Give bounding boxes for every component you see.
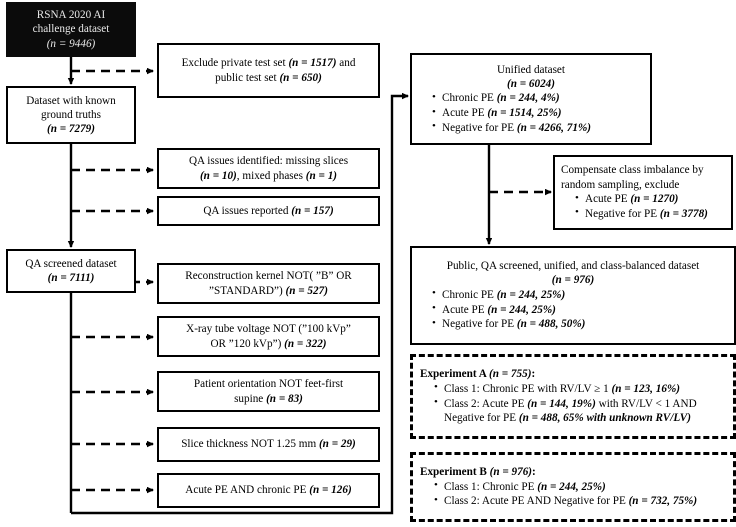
orientation-line-2: supine (n = 83)	[234, 392, 303, 405]
balanced-item-list	[418, 287, 728, 332]
box-dataset-known-ground-truths	[6, 86, 136, 144]
box-xray-tube-voltage	[157, 316, 380, 357]
experiment-b-title: Experiment B (n = 976):	[420, 465, 536, 478]
list-item: • Chronic PE (n = 244, 25%)	[432, 288, 728, 302]
unified-item-list	[418, 91, 644, 136]
box-qa-screened-dataset	[6, 249, 136, 293]
box-slice-thickness	[157, 427, 380, 462]
acutechronic-line-1: Acute PE AND chronic PE (n = 126)	[185, 484, 352, 497]
list-item: • Acute PE (n = 1270)	[575, 192, 725, 206]
box-unified-dataset	[410, 53, 652, 145]
compensate-line-2: random sampling, exclude	[561, 178, 680, 191]
balanced-header-2: (n = 976)	[551, 274, 595, 287]
box-qa-issues-reported	[157, 196, 380, 226]
list-item: • Chronic PE (n = 244, 4%)	[432, 91, 644, 105]
box-reconstruction-kernel	[157, 263, 380, 304]
experiment-a-item-list	[420, 381, 726, 426]
slice-line-1: Slice thickness NOT 1.25 mm (n = 29)	[181, 438, 356, 451]
compensate-line-1: Compensate class imbalance by	[561, 164, 704, 177]
unified-header-2: (n = 6024)	[506, 77, 556, 90]
known-line-2: ground truths	[41, 108, 101, 121]
list-item: • Negative for PE (n = 4266, 71%)	[432, 121, 644, 135]
exclude-line-1: Exclude private test set (n = 1517) and	[181, 57, 356, 70]
exclude-line-2: public test set (n = 650)	[215, 71, 322, 84]
known-line-1: Dataset with known	[26, 94, 116, 107]
rsna-line-1: RSNA 2020 AI	[36, 9, 106, 22]
list-item: • Negative for PE (n = 3778)	[575, 207, 725, 221]
compensate-item-list	[561, 192, 725, 222]
experiment-a-title: Experiment A (n = 755):	[420, 368, 536, 381]
unified-header-1: Unified dataset	[496, 63, 566, 76]
list-item: • Class 2: Acute PE AND Negative for PE (n = 732, 75%)	[434, 494, 726, 508]
qascreened-line-1: QA screened dataset	[25, 257, 117, 270]
list-item: • Acute PE (n = 1514, 25%)	[432, 106, 644, 120]
list-item: • Class 1: Chronic PE (n = 244, 25%)	[434, 480, 726, 494]
recon-line-2: ”STANDARD”) (n = 527)	[209, 284, 328, 297]
xray-line-1: X-ray tube voltage NOT (”100 kVp”	[186, 323, 351, 336]
known-line-3: (n = 7279)	[46, 123, 96, 136]
qascreened-line-2: (n = 7111)	[47, 272, 95, 284]
balanced-header-1: Public, QA screened, unified, and class-balanced dataset	[446, 260, 700, 273]
experiment-b-item-list	[420, 479, 726, 509]
recon-line-1: Reconstruction kernel NOT( ”B” OR	[185, 270, 352, 283]
box-patient-orientation	[157, 371, 380, 412]
box-rsna-challenge-dataset	[6, 2, 136, 57]
box-class-balanced-dataset	[410, 246, 736, 345]
qa-reported-line-1: QA issues reported (n = 157)	[203, 204, 334, 217]
rsna-line-2: challenge dataset	[32, 23, 110, 36]
box-experiment-b	[410, 452, 736, 522]
rsna-line-3: (n = 9446)	[46, 37, 96, 50]
list-item: • Class 1: Chronic PE with RV/LV ≥ 1 (n = 123, 16%)	[434, 382, 726, 396]
list-item: Negative for PE (n = 488, 65% with unknown RV/LV)	[444, 412, 691, 425]
box-experiment-a	[410, 354, 736, 439]
list-item: • Class 2: Acute PE (n = 144, 19%) with RV/LV < 1 AND	[434, 397, 726, 411]
qa-identified-line-2: (n = 10), mixed phases (n = 1)	[199, 169, 338, 182]
box-exclude-test-sets	[157, 43, 380, 98]
box-qa-issues-identified	[157, 148, 380, 189]
box-compensate-class-imbalance	[553, 155, 733, 230]
qa-identified-line-1: QA issues identified: missing slices	[188, 155, 349, 168]
box-acute-and-chronic-pe	[157, 473, 380, 508]
orientation-line-1: Patient orientation NOT feet-first	[193, 378, 344, 391]
xray-line-2: OR ”120 kVp”) (n = 322)	[210, 337, 327, 350]
list-item: • Acute PE (n = 244, 25%)	[432, 303, 728, 317]
list-item: • Negative for PE (n = 488, 50%)	[432, 317, 728, 331]
